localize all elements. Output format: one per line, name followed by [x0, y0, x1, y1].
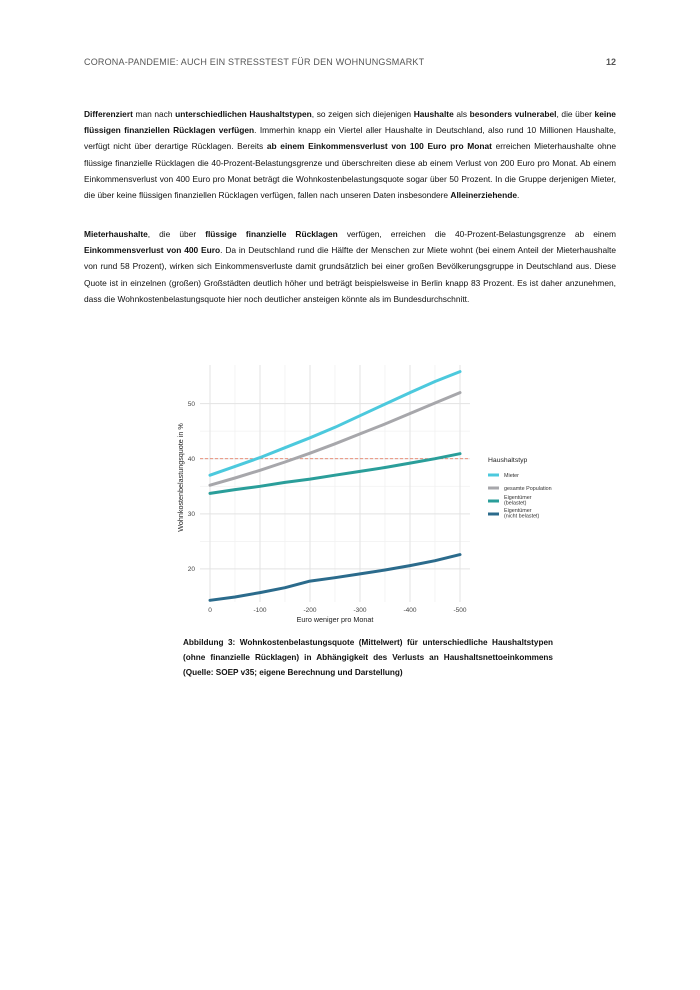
text-run: , die über	[147, 229, 206, 239]
legend-label: Mieter	[504, 473, 519, 479]
bold-text: Mieterhaushalte	[84, 229, 148, 239]
x-tick-label: 0	[208, 607, 212, 614]
text-run: , so zeigen sich diejenigen	[311, 109, 414, 119]
page-number: 12	[605, 57, 616, 67]
text-run: . Immerhin knapp ein Viertel aller Haushalte in Deutschland, also rund 10 Millionen Haushalte, verfügt nicht über derartige Rücklagen. Bereits	[84, 125, 616, 152]
bold-text: flüssige finanzielle Rücklagen	[205, 229, 338, 239]
text-run: .	[516, 190, 520, 201]
bold-text: besonders vulnerabel	[469, 109, 557, 119]
text-run: verfügen, erreichen die 40-Prozent-Belastungsgrenze ab einem	[337, 229, 617, 239]
y-tick-label: 20	[187, 566, 195, 574]
y-tick-label: 30	[187, 511, 195, 519]
bold-text: Differenziert	[84, 109, 133, 119]
legend-label: Eigentümer (belastet)	[504, 495, 532, 507]
x-tick-label: -300	[353, 607, 367, 614]
figure-caption: Abbildung 3: Wohnkostenbelastungsquote (Mittelwert) für unterschiedliche Haushaltstypen (ohne finanzielle Rücklagen) in Abhängigkeit des Verlusts an Haushaltsnettoeinkommens (Quelle: SOEP v35; eigene Berechnung und Darstellung)	[183, 638, 553, 677]
bold-text: keine flüssigen finanziellen Rücklagen verfügen	[84, 109, 616, 136]
x-tick-label: -100	[253, 607, 267, 614]
bold-text: Alleinerziehende	[450, 190, 517, 201]
bold-text: ab einem Einkommensverlust von 100 Euro pro Monat	[266, 141, 492, 152]
text-run: man nach	[132, 109, 176, 119]
housing-cost-chart	[170, 355, 590, 635]
x-axis-title: Euro weniger pro Monat	[296, 615, 374, 624]
legend-title: Haushaltstyp	[488, 457, 528, 464]
text-run: als	[453, 109, 470, 119]
bold-text: unterschiedlichen Haushaltstypen	[175, 109, 312, 119]
text-run: . Da in Deutschland rund die Hälfte der Menschen zur Miete wohnt (bei einem Anteil der Mieterhaushalte von rund 58 Prozent), wirken sich Einkommensverluste damit grundsätzlich bei einer großen Bevölkerungsgruppe in Deutschland aus. Diese Quote ist in einzelnen (großen) Großstädten deutlich höher und beträgt beispielsweise in Berlin knapp 83 Prozent. Es ist daher anzunehmen, dass die Wohnkostenbelastungsquote hier noch deutlicher ansteigen könnte als im Bundesdurchschnitt.	[84, 245, 616, 304]
text-run: , die über	[556, 109, 595, 119]
legend-label: Eigentümer (nicht belastet)	[504, 508, 540, 520]
page-header	[84, 57, 616, 71]
legend-label: gesamte Population	[504, 486, 552, 492]
paragraph-1	[84, 106, 616, 203]
text-run: erreichen Mieterhaushalte ohne flüssige finanzielle Rücklagen die 40-Prozent-Belastungsgrenze und überschreiten diese ab einem Verlust von 200 Euro pro Monat. Ab einem Einkommensverlust von 400 Euro pro Monat beträgt die Wohnkostenbelastungsquote sogar über 50 Prozent. In die Gruppe derjenigen Mieter, die über keine flüssigen finanziellen Rücklagen verfügen, fallen nach unseren Daten insbesondere	[84, 141, 616, 201]
x-tick-label: -200	[303, 607, 317, 614]
paragraph-2	[84, 226, 616, 307]
x-tick-label: -400	[403, 607, 417, 614]
bold-text: Haushalte	[413, 109, 454, 119]
y-tick-label: 40	[187, 455, 195, 463]
bold-text: Einkommensverlust von 400 Euro	[84, 245, 221, 256]
y-tick-label: 50	[187, 400, 195, 408]
x-tick-label: -500	[453, 607, 467, 614]
running-title: CORONA-PANDEMIE: AUCH EIN STRESSTEST FÜR DEN WOHNUNGSMARKT	[84, 57, 425, 67]
y-axis-title: Wohnkostenbelastungsquote in %	[176, 423, 185, 532]
